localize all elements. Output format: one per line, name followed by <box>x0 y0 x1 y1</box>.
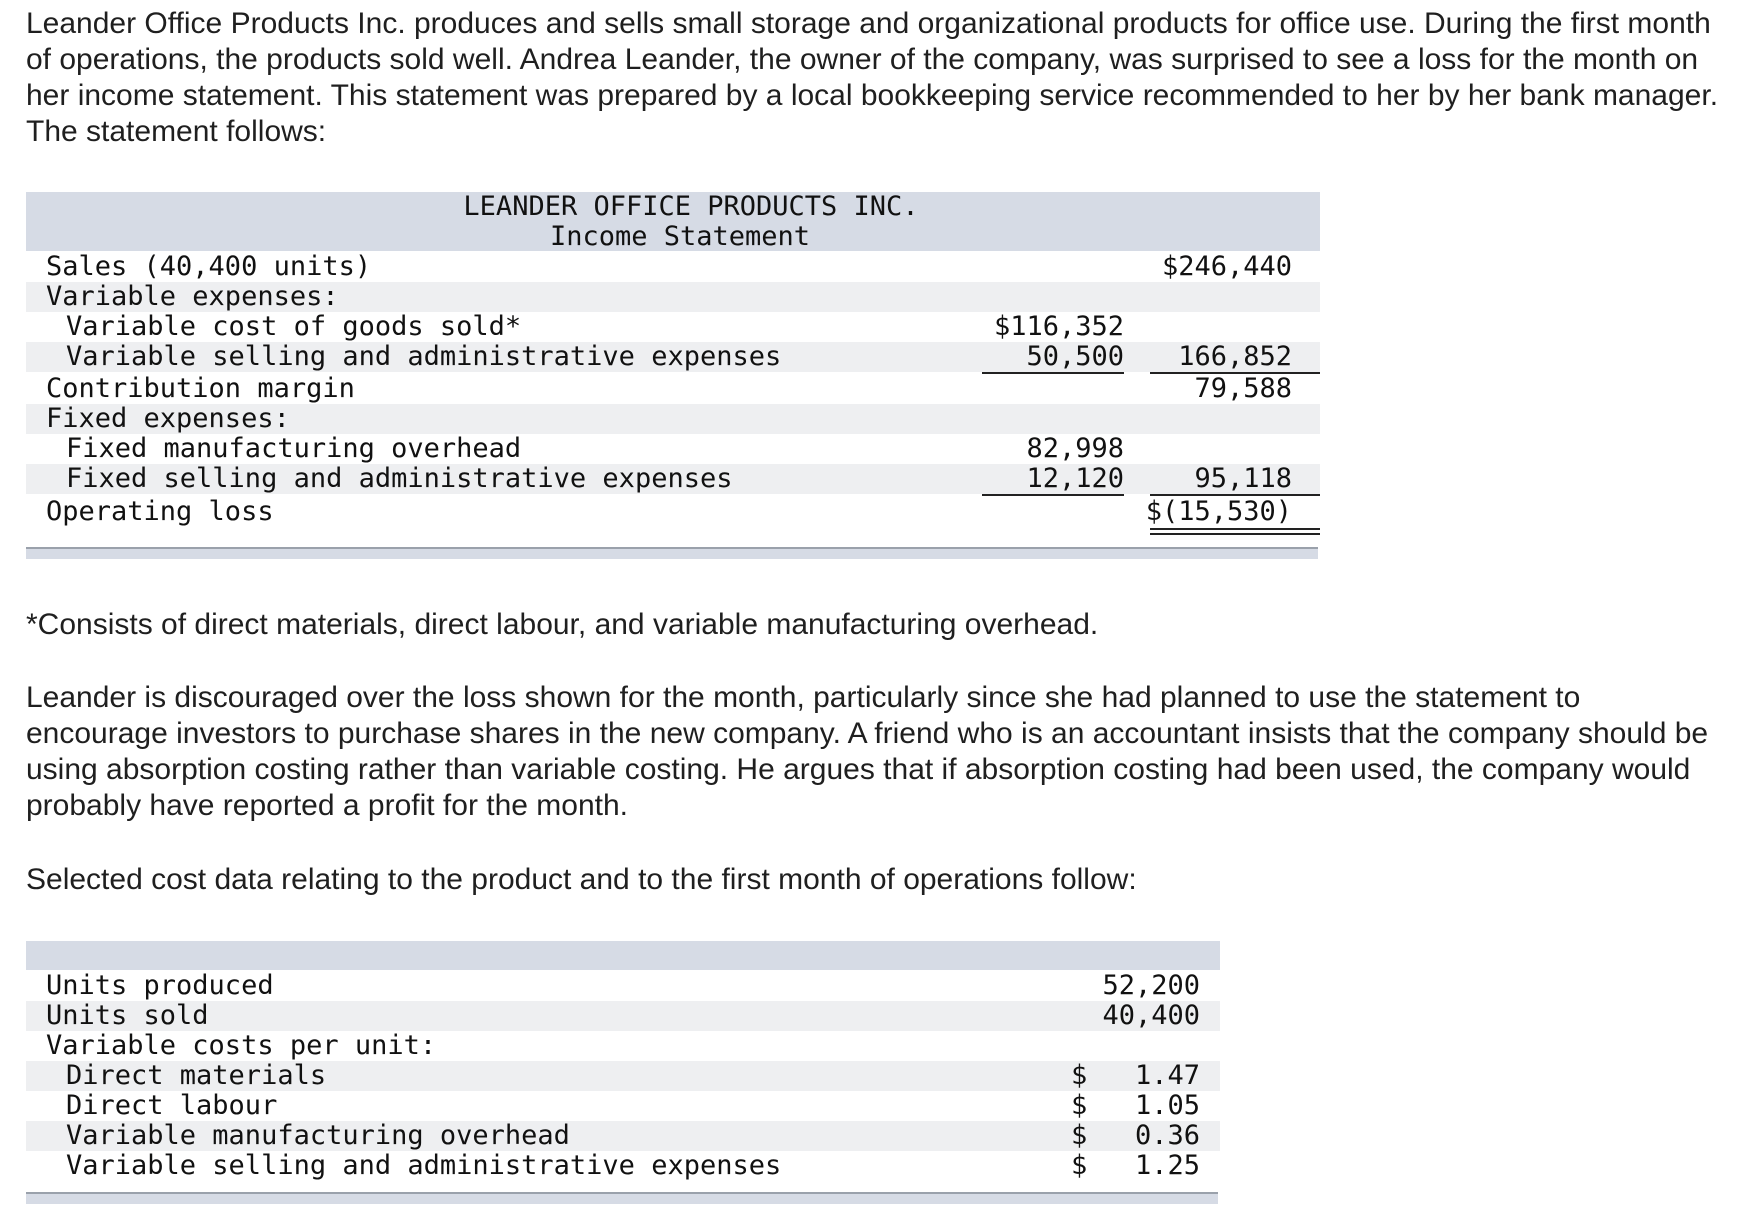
row-label: Units sold <box>46 1000 209 1031</box>
currency-symbol: $ <box>1071 1090 1088 1121</box>
row-label: Fixed expenses: <box>46 403 290 434</box>
intro-paragraph: Leander Office Products Inc. produces and sells small storage and organizational products for office use. During the first month of operations, the products sold well. Andrea Leander, the owner of the company, was surprised to see a loss for the month on her income statement. This statement was prepared by a local bookkeeping service recommended to her by her bank manager. The statement follows: <box>26 7 1719 148</box>
table-row <box>26 1061 1220 1091</box>
row-label: Fixed manufacturing overhead <box>66 433 522 464</box>
table-row <box>26 1151 1220 1181</box>
row-label: Units produced <box>46 970 274 1001</box>
row-amount: 82,998 <box>1026 433 1124 464</box>
table-row <box>26 312 1320 342</box>
row-label: Direct labour <box>66 1090 278 1121</box>
table-row <box>26 464 1320 494</box>
row-total: 166,852 <box>1178 341 1292 372</box>
row-total: $246,440 <box>1161 251 1292 282</box>
table-row <box>26 1031 1220 1061</box>
row-label: Contribution margin <box>46 373 355 404</box>
table-footer-band <box>26 1192 1218 1204</box>
row-label: Variable manufacturing overhead <box>66 1120 570 1151</box>
currency-symbol: $ <box>1071 1120 1088 1151</box>
row-value: 40,400 <box>1102 1000 1200 1031</box>
table-row <box>26 374 1320 404</box>
row-label: Direct materials <box>66 1060 327 1091</box>
row-amount: 50,500 <box>1026 341 1124 372</box>
table-row <box>26 252 1320 282</box>
table-row <box>26 497 1320 527</box>
cost-data-table <box>26 941 1220 1213</box>
table-row <box>26 1091 1220 1121</box>
row-label: Sales (40,400 units) <box>46 251 372 282</box>
income-statement-table <box>26 192 1320 562</box>
row-amount: $116,352 <box>993 311 1124 342</box>
table-row <box>26 1001 1220 1031</box>
table-row <box>26 971 1220 1001</box>
double-underline <box>1150 533 1320 535</box>
row-value: 1.47 <box>1134 1060 1200 1091</box>
double-underline <box>1150 528 1320 530</box>
row-value: 0.36 <box>1134 1120 1200 1151</box>
currency-symbol: $ <box>1071 1060 1088 1091</box>
table-footer-band <box>26 547 1318 559</box>
row-total: 79,588 <box>1194 373 1292 404</box>
row-value: 52,200 <box>1102 970 1200 1001</box>
table-row <box>26 342 1320 372</box>
subtotal-underline <box>982 494 1124 496</box>
table-header-band <box>26 941 1220 970</box>
statement-title: Income Statement <box>549 221 811 252</box>
row-label: Variable selling and administrative expenses <box>66 1150 782 1181</box>
row-value: 1.25 <box>1134 1150 1200 1181</box>
row-amount: 12,120 <box>1026 463 1124 494</box>
row-label: Variable cost of goods sold* <box>66 311 522 342</box>
row-label: Variable expenses: <box>46 281 339 312</box>
row-label: Operating loss <box>46 496 274 527</box>
row-label: Variable selling and administrative expenses <box>66 341 782 372</box>
table-row <box>26 1121 1220 1151</box>
currency-symbol: $ <box>1071 1150 1088 1181</box>
row-total: 95,118 <box>1194 463 1292 494</box>
row-label: Variable costs per unit: <box>46 1030 437 1061</box>
table-row <box>26 404 1320 434</box>
table-row <box>26 434 1320 464</box>
row-value: 1.05 <box>1134 1090 1200 1121</box>
footnote: *Consists of direct materials, direct labour, and variable manufacturing overhead. <box>26 608 1099 641</box>
discussion-paragraph: Leander is discouraged over the loss shown for the month, particularly since she had planned to use the statement to encourage investors to purchase shares in the new company. A friend who is an accountant insists that the company should be using absorption costing rather than variable costing. He argues that if absorption costing had been used, the company would probably have reported a profit for the month. <box>26 681 1709 822</box>
row-label: Fixed selling and administrative expenses <box>66 463 733 494</box>
cost-data-intro: Selected cost data relating to the product and to the first month of operations follow: <box>26 863 1137 896</box>
row-total: $(15,530) <box>1145 496 1292 527</box>
table-row <box>26 282 1320 312</box>
company-name: LEANDER OFFICE PRODUCTS INC. <box>463 191 919 222</box>
